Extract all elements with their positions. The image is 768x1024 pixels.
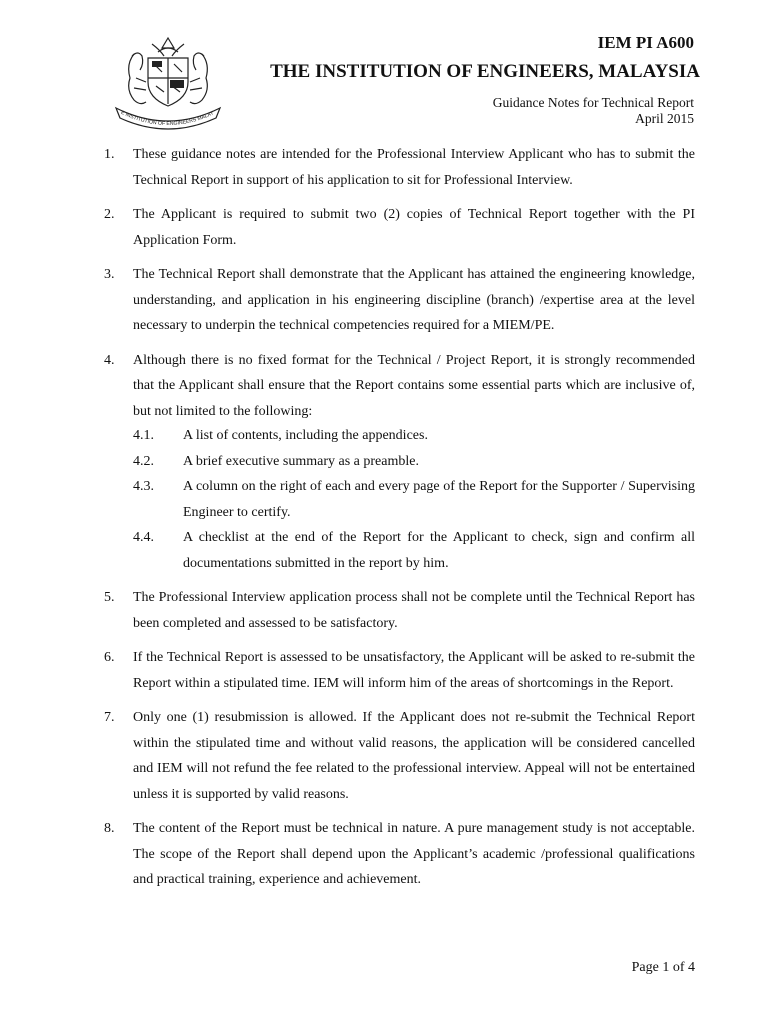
logo-ribbon-text: E INSTITUTION OF ENGINEERS MALAY [119, 109, 215, 128]
item-text: The Applicant is required to submit two (2) copies of Technical Report together with the PI Application Form. [133, 207, 695, 248]
document-subtitle [493, 95, 694, 127]
item-number: 1. [104, 147, 115, 162]
list-item [104, 705, 695, 807]
organization-title: THE INSTITUTION OF ENGINEERS, MALAYSIA [270, 61, 700, 82]
list-item [104, 585, 695, 636]
list-item [104, 262, 695, 339]
doc-date: April 2015 [635, 111, 694, 126]
sub-list [133, 423, 695, 576]
list-item [104, 645, 695, 696]
item-number: 5. [104, 590, 115, 605]
item-number: 2. [104, 207, 115, 222]
item-text: If the Technical Report is assessed to be unsatisfactory, the Applicant will be asked to re-submit the Report within a stipulated time. IEM will inform him of the areas of shortcomings in the Report. [133, 650, 695, 691]
item-text: The Technical Report shall demonstrate that the Applicant has attained the engineering knowledge, understanding, and application in his engineering discipline (branch) /expertise area at the level necessary to underpin the technical competencies required for a MIEM/PE. [133, 267, 695, 333]
iem-crest-logo-icon [112, 34, 224, 130]
item-text: Although there is no fixed format for the Technical / Project Report, it is strongly recommended that the Applicant shall ensure that the Report contains some essential parts which are inclusive of, but not limited to the following: [133, 352, 695, 419]
item-number: 7. [104, 710, 115, 725]
list-item [104, 348, 695, 577]
item-text: Only one (1) resubmission is allowed. If the Applicant does not re-submit the Technical Report within the stipulated time and without valid reasons, the application will be considered cancelled and IEM will not refund the fee related to the professional interview. Appeal will not be entertained unless it is supported by valid reasons. [133, 710, 695, 802]
list-item [104, 202, 695, 253]
page-number: Page 1 of 4 [631, 960, 695, 975]
item-number: 4. [104, 352, 115, 368]
item-text: The Professional Interview application process shall not be complete until the Technical Report has been completed and assessed to be satisfactory. [133, 590, 695, 631]
subitem-text: A checklist at the end of the Report for the Applicant to check, sign and confirm all documentations submitted in the report by him. [183, 530, 695, 571]
item-text: These guidance notes are intended for the Professional Interview Applicant who has to submit the Technical Report in support of his application to sit for Professional Interview. [133, 147, 695, 188]
guidance-list [104, 142, 695, 902]
list-item [104, 816, 695, 893]
subitem-number: 4.1. [133, 428, 154, 443]
subitem-text: A column on the right of each and every page of the Report for the Supporter / Supervising Engineer to certify. [183, 479, 695, 520]
document-code: IEM PI A600 [597, 33, 694, 52]
subitem-number: 4.3. [133, 479, 154, 494]
item-content [133, 348, 695, 577]
item-number: 8. [104, 821, 115, 836]
item-number: 6. [104, 650, 115, 665]
subitem-text: A brief executive summary as a preamble. [183, 453, 419, 469]
doc-title: Guidance Notes for Technical Report [492, 95, 694, 110]
subitem-number: 4.4. [133, 530, 154, 545]
subitem-number: 4.2. [133, 453, 154, 469]
sub-list-item [133, 525, 695, 576]
sub-list-item [133, 423, 695, 449]
list-item [104, 142, 695, 193]
subitem-text: A list of contents, including the appendices. [183, 428, 428, 443]
item-text: The content of the Report must be technical in nature. A pure management study is not acceptable. The scope of the Report shall depend upon the Applicant’s academic /professional qualifications and practical training, experience and achievement. [133, 821, 695, 887]
sub-list-item [133, 474, 695, 525]
sub-list-item [133, 449, 695, 475]
item-number: 3. [104, 267, 115, 282]
